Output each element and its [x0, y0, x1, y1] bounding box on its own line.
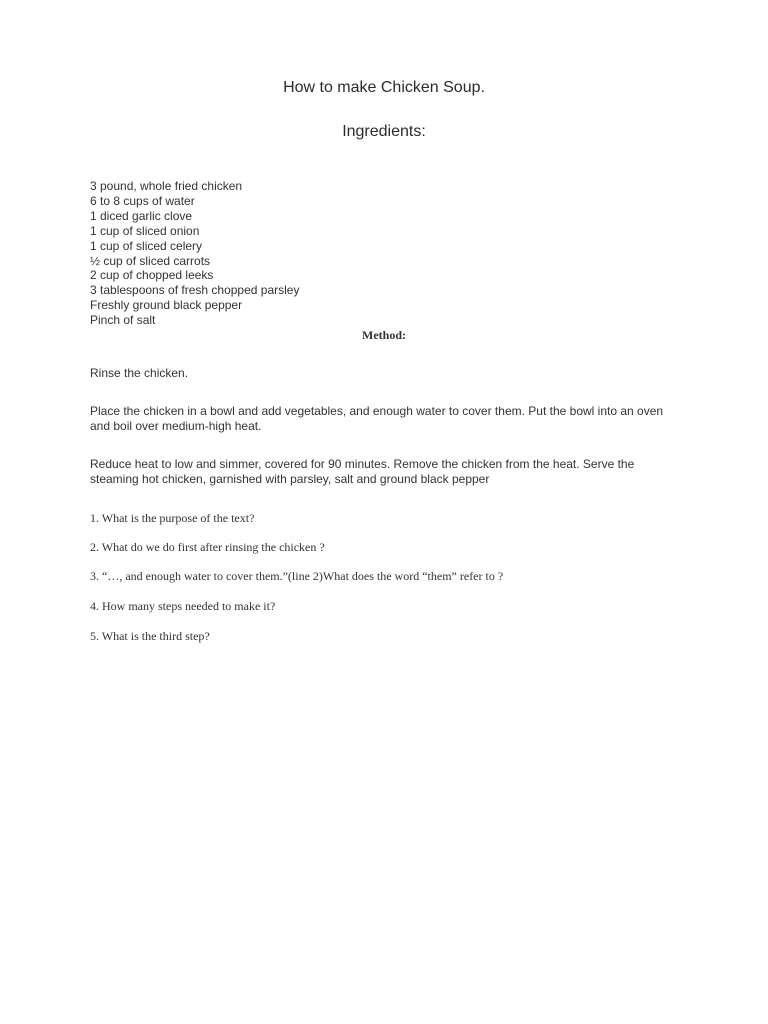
ingredient-item: 2 cup of chopped leeks — [90, 268, 214, 283]
ingredient-item: 1 cup of sliced celery — [90, 238, 203, 253]
method-step: Place the chicken in a bowl and add vegetables, and enough water to cover them. Put the bowl into an oven and boil over medium-high heat. — [90, 404, 664, 433]
ingredient-item: 1 diced garlic clove — [90, 208, 193, 223]
question-item: 5. What is the third step? — [90, 629, 210, 643]
question-item: 1. What is the purpose of the text? — [90, 511, 255, 525]
question-item: 2. What do we do first after rinsing the chicken ? — [90, 540, 325, 554]
ingredient-item: 3 tablespoons of fresh chopped parsley — [90, 283, 300, 298]
ingredients-heading: Ingredients: — [342, 123, 426, 140]
ingredient-item: Pinch of salt — [90, 313, 156, 328]
method-step: Reduce heat to low and simmer, covered for 90 minutes. Remove the chicken from the heat. Serve the steaming hot chicken, garnished with parsley, salt and ground black pepper — [90, 457, 635, 486]
document-title: How to make Chicken Soup. — [283, 79, 485, 96]
method-step: Rinse the chicken. — [90, 366, 189, 380]
question-item: 3. “…, and enough water to cover them.”(line 2)What does the word “them” refer to ? — [90, 569, 504, 583]
ingredient-item: ½ cup of sliced carrots — [90, 253, 211, 268]
ingredients-list — [90, 179, 299, 328]
ingredient-item: 3 pound, whole fried chicken — [90, 179, 243, 193]
ingredient-item: Freshly ground black pepper — [90, 298, 243, 313]
question-item: 4. How many steps needed to make it? — [90, 599, 276, 613]
ingredient-item: 1 cup of sliced onion — [90, 223, 200, 238]
method-heading: Method: — [362, 328, 406, 342]
ingredient-item: 6 to 8 cups of water — [90, 193, 195, 208]
